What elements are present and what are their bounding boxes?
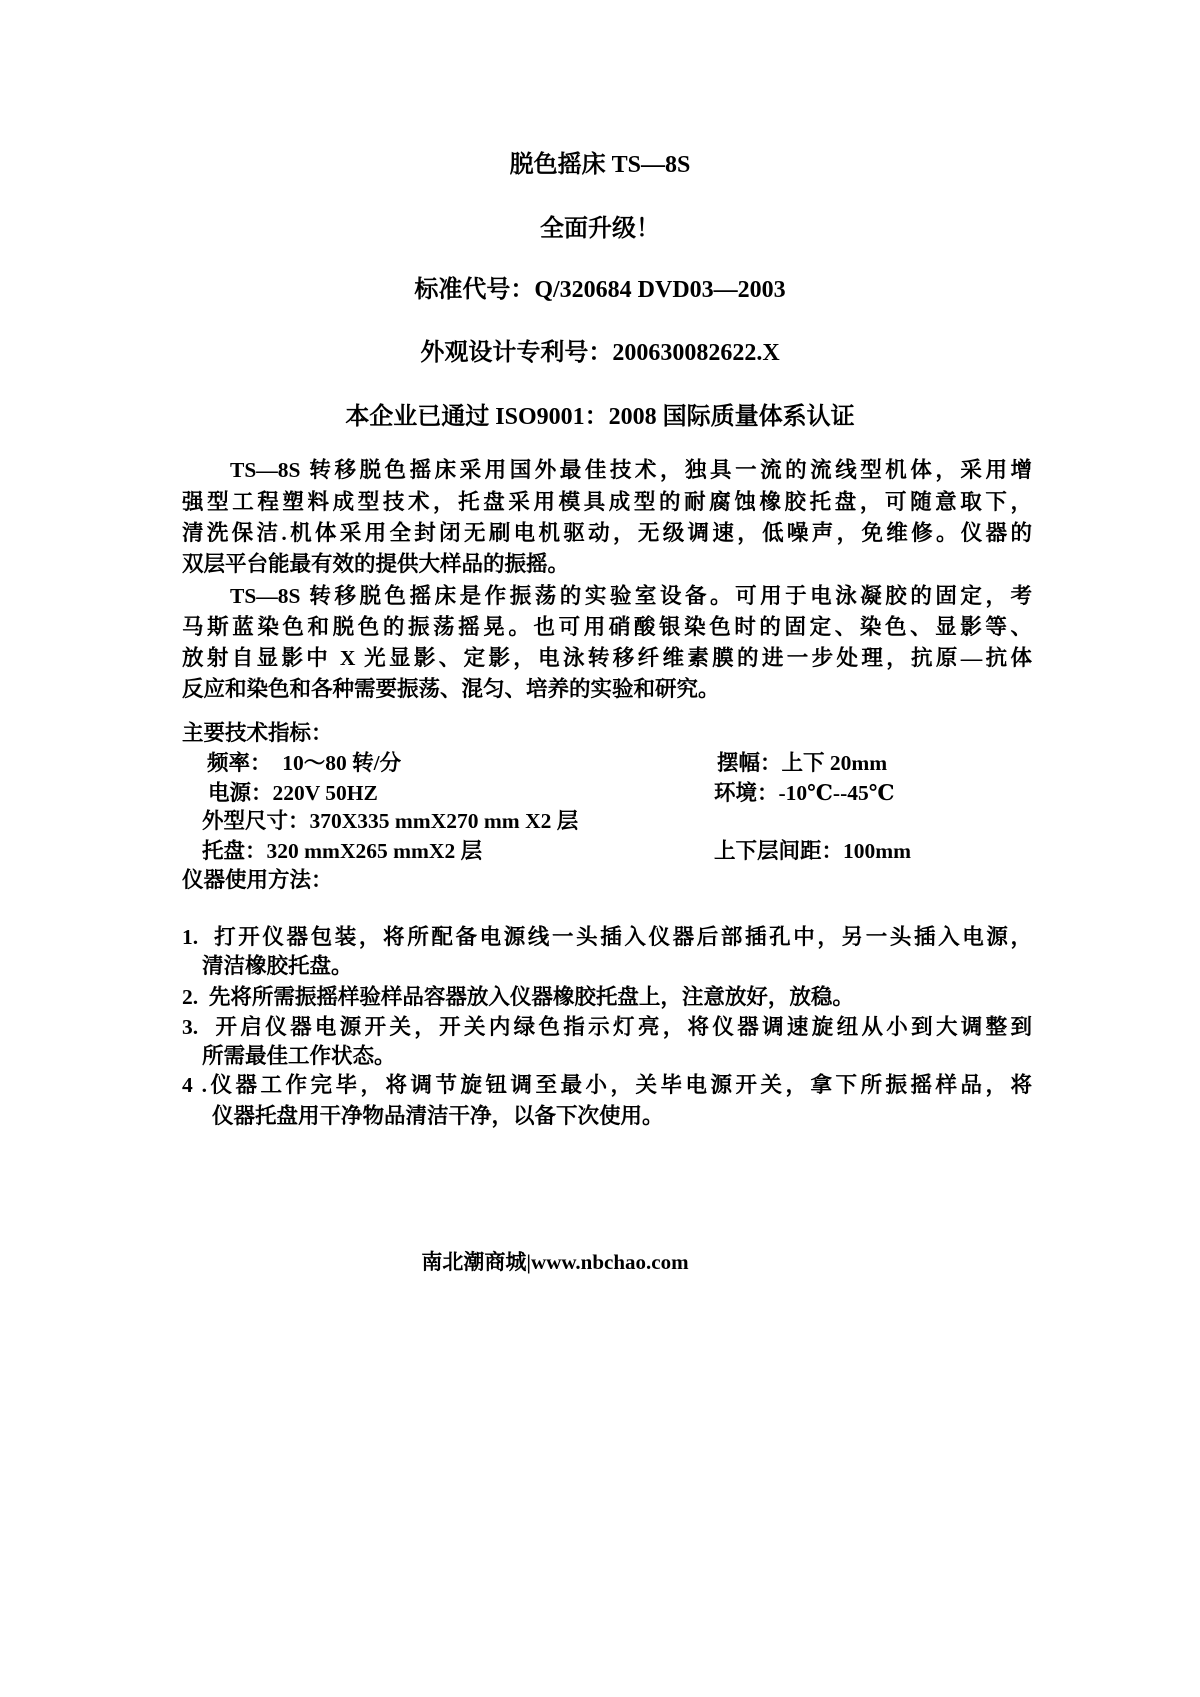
spec-tray: 托盘：320 mmX265 mmX2 层 — [202, 839, 483, 863]
usage-step: 3. 开启仪器电源开关，开关内绿色指示灯亮，将仪器调速旋纽从小到大调整到 — [182, 1015, 1032, 1039]
spec-amplitude: 摆幅：上下 20mm — [717, 751, 888, 775]
usage-step: 2. 先将所需振摇样验样品容器放入仪器橡胶托盘上，注意放好，放稳。 — [182, 985, 854, 1009]
upgrade-note: 全面升级！ — [540, 216, 660, 242]
usage-step: 4 .仪器工作完毕，将调节旋钮调至最小，关毕电源开关，拿下所振摇样品，将 — [182, 1073, 1032, 1097]
intro-line: TS—8S 转移脱色摇床是作振荡的实验室设备。可用于电泳凝胶的固定，考 — [230, 584, 1032, 608]
specs-heading: 主要技术指标： — [182, 721, 333, 745]
usage-step: 所需最佳工作状态。 — [202, 1044, 396, 1068]
spec-layer-spacing: 上下层间距：100mm — [714, 839, 912, 863]
intro-line: 清洗保洁.机体采用全封闭无刷电机驱动，无级调速，低噪声，免维修。仪器的 — [182, 521, 1032, 545]
footer-site: 南北潮商城|www.nbchao.com — [421, 1250, 689, 1274]
spec-dimensions: 外型尺寸：370X335 mmX270 mm X2 层 — [202, 809, 579, 833]
document-title: 脱色摇床 TS—8S — [509, 152, 691, 178]
intro-line: 双层平台能最有效的提供大样品的振摇。 — [182, 552, 570, 576]
certification: 本企业已通过 ISO9001：2008 国际质量体系认证 — [345, 404, 855, 430]
intro-line: 强型工程塑料成型技术，托盘采用模具成型的耐腐蚀橡胶托盘，可随意取下， — [182, 490, 1032, 514]
usage-heading: 仪器使用方法： — [182, 868, 333, 892]
intro-line: 马斯蓝染色和脱色的振荡摇晃。也可用硝酸银染色时的固定、染色、显影等、 — [182, 615, 1032, 639]
patent-number: 外观设计专利号：200630082622.X — [420, 340, 780, 366]
usage-step: 1. 打开仪器包装，将所配备电源线一头插入仪器后部插孔中，另一头插入电源， — [182, 925, 1032, 949]
spec-frequency: 频率： 10～80 转/分 — [207, 751, 402, 775]
standard-code: 标准代号：Q/320684 DVD03—2003 — [414, 277, 786, 303]
intro-line: 反应和染色和各种需要振荡、混匀、培养的实验和研究。 — [182, 677, 720, 701]
intro-line: 放射自显影中 X 光显影、定影，电泳转移纤维素膜的进一步处理，抗原—抗体 — [182, 646, 1032, 670]
usage-step: 清洁橡胶托盘。 — [202, 954, 353, 978]
intro-line: TS—8S 转移脱色摇床采用国外最佳技术，独具一流的流线型机体，采用增 — [230, 458, 1032, 482]
usage-step: 仪器托盘用干净物品清洁干净，以备下次使用。 — [212, 1104, 664, 1128]
spec-power: 电源：220V 50HZ — [208, 781, 378, 805]
spec-environment: 环境：-10℃--45℃ — [714, 781, 895, 805]
